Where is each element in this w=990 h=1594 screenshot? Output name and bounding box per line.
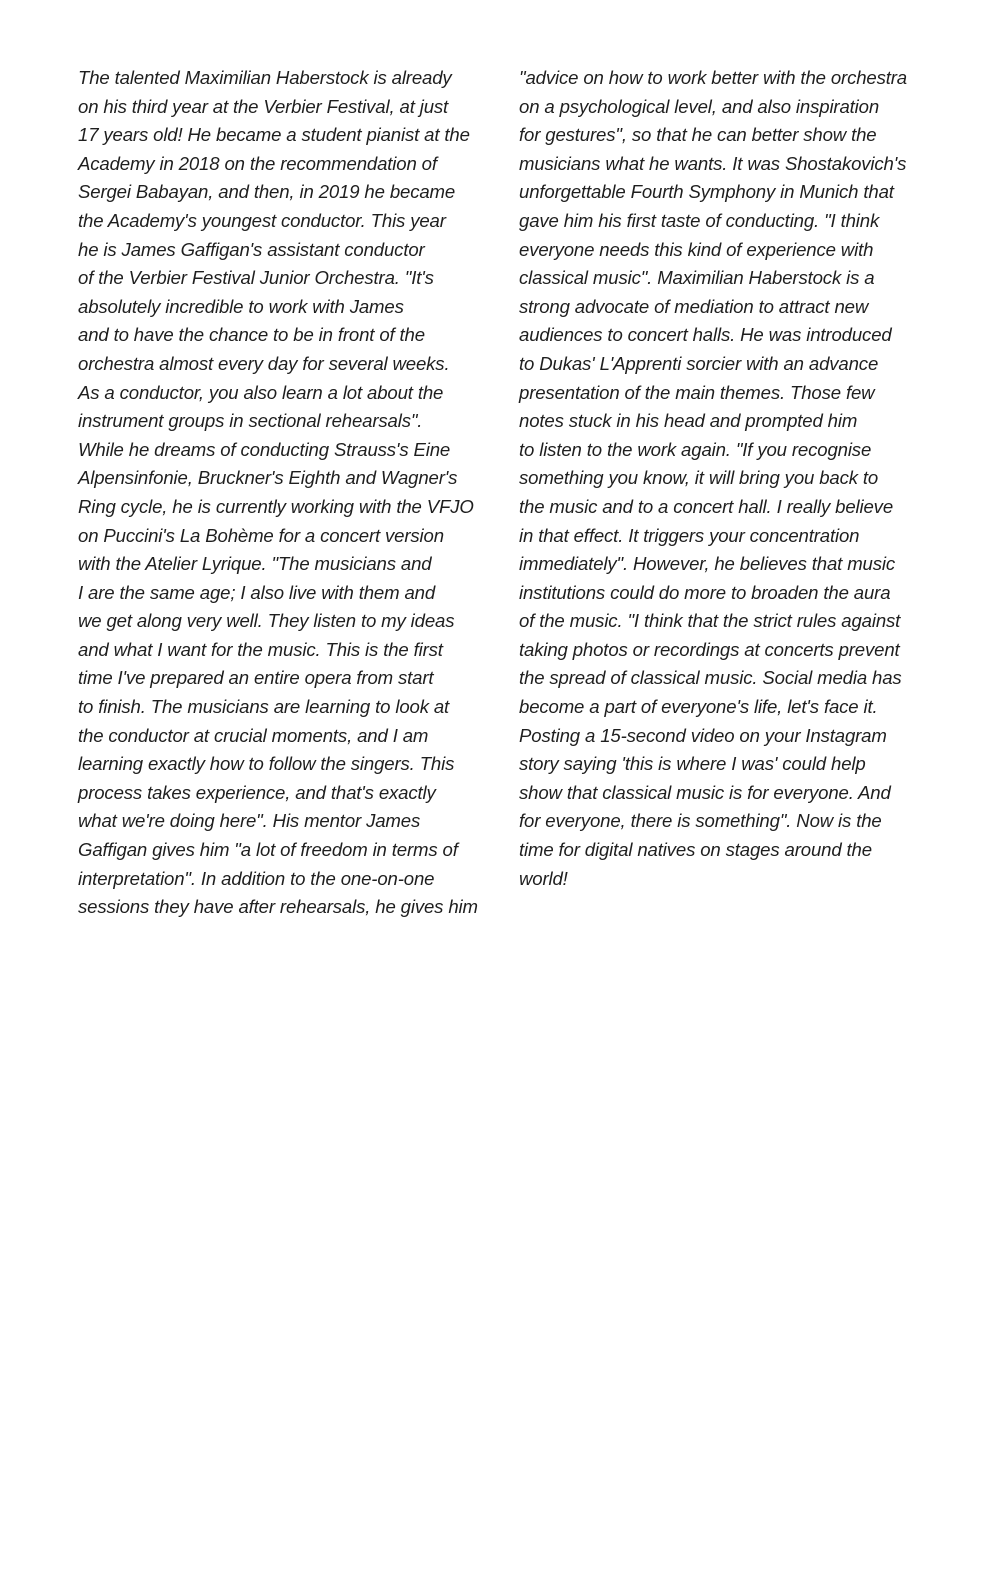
text-line: the Academy's youngest conductor. This year bbox=[78, 209, 446, 231]
text-line: the conductor at crucial moments, and I am bbox=[78, 724, 429, 746]
text-line: absolutely incredible to work with James bbox=[78, 295, 404, 317]
text-line: on his third year at the Verbier Festival, at just bbox=[78, 95, 449, 117]
text-line: world! bbox=[519, 867, 568, 889]
text-line: Sergei Babayan, and then, in 2019 he became bbox=[78, 181, 456, 203]
text-line: to Dukas' L'Apprenti sorcier with an advance bbox=[519, 352, 879, 374]
text-line: time for digital natives on stages around the bbox=[519, 839, 872, 861]
text-line: story saying 'this is where I was' could help bbox=[519, 753, 866, 775]
text-line: the music and to a concert hall. I really believe bbox=[519, 495, 894, 517]
text-line: we get along very well. They listen to my ideas bbox=[78, 610, 455, 632]
text-line: of the music. "I think that the strict rules against bbox=[519, 610, 901, 632]
text-line: strong advocate of mediation to attract new bbox=[519, 295, 869, 317]
text-line: time I've prepared an entire opera from start bbox=[78, 667, 434, 689]
text-line: on a psychological level, and also inspiration bbox=[519, 95, 880, 117]
text-line: of the Verbier Festival Junior Orchestra. "It's bbox=[78, 267, 434, 289]
text-line: Ring cycle, he is currently working with the VFJO bbox=[78, 495, 474, 517]
article-column-right bbox=[519, 64, 949, 893]
article-column-left bbox=[78, 64, 508, 922]
text-line: sessions they have after rehearsals, he gives him bbox=[78, 896, 478, 918]
text-line: Posting a 15-second video on your Instagram bbox=[519, 724, 887, 746]
text-line: for gestures", so that he can better show the bbox=[519, 124, 877, 146]
text-line: to listen to the work again. "If you recognise bbox=[519, 438, 872, 460]
text-line: instrument groups in sectional rehearsals". bbox=[78, 410, 423, 432]
text-line: As a conductor, you also learn a lot about the bbox=[78, 381, 444, 403]
text-line: everyone needs this kind of experience with bbox=[519, 238, 874, 260]
text-line: Academy in 2018 on the recommendation of bbox=[78, 152, 437, 174]
text-line: something you know, it will bring you back to bbox=[519, 467, 879, 489]
text-line: process takes experience, and that's exactly bbox=[78, 781, 436, 803]
text-line: notes stuck in his head and prompted him bbox=[519, 410, 858, 432]
text-line: immediately". However, he believes that music bbox=[519, 553, 896, 575]
text-line: in that effect. It triggers your concentration bbox=[519, 524, 860, 546]
text-line: While he dreams of conducting Strauss's Eine bbox=[78, 438, 451, 460]
text-line: become a part of everyone's life, let's face it. bbox=[519, 696, 878, 718]
text-line: what we're doing here". His mentor James bbox=[78, 810, 421, 832]
text-line: for everyone, there is something". Now is the bbox=[519, 810, 882, 832]
text-line: 17 years old! He became a student pianist at the bbox=[78, 124, 470, 146]
text-line: The talented Maximilian Haberstock is already bbox=[78, 67, 452, 88]
text-line: taking photos or recordings at concerts prevent bbox=[519, 638, 900, 660]
text-line: audiences to concert halls. He was introduced bbox=[519, 324, 892, 346]
text-line: "advice on how to work better with the orchestra bbox=[519, 67, 907, 88]
text-line: interpretation". In addition to the one-on-one bbox=[78, 867, 435, 889]
text-line: classical music". Maximilian Haberstock is a bbox=[519, 267, 875, 289]
text-line: I are the same age; I also live with them and bbox=[78, 581, 436, 603]
text-line: Gaffigan gives him "a lot of freedom in terms of bbox=[78, 839, 458, 861]
text-line: presentation of the main themes. Those few bbox=[519, 381, 875, 403]
text-line: Alpensinfonie, Bruckner's Eighth and Wagner's bbox=[78, 467, 458, 489]
text-line: unforgettable Fourth Symphony in Munich that bbox=[519, 181, 894, 203]
text-line: on Puccini's La Bohème for a concert version bbox=[78, 524, 444, 546]
text-line: learning exactly how to follow the singers. This bbox=[78, 753, 455, 775]
text-line: he is James Gaffigan's assistant conductor bbox=[78, 238, 425, 260]
text-line: orchestra almost every day for several weeks. bbox=[78, 352, 450, 374]
text-line: the spread of classical music. Social media has bbox=[519, 667, 902, 689]
text-line: and what I want for the music. This is the first bbox=[78, 638, 443, 660]
text-line: with the Atelier Lyrique. "The musicians and bbox=[78, 553, 432, 575]
text-line: show that classical music is for everyone. And bbox=[519, 781, 891, 803]
text-line: and to have the chance to be in front of the bbox=[78, 324, 425, 346]
text-line: musicians what he wants. It was Shostakovich's bbox=[519, 152, 907, 174]
text-line: to finish. The musicians are learning to look at bbox=[78, 696, 450, 718]
text-line: institutions could do more to broaden the aura bbox=[519, 581, 891, 603]
text-line: gave him his first taste of conducting. "I think bbox=[519, 209, 880, 231]
